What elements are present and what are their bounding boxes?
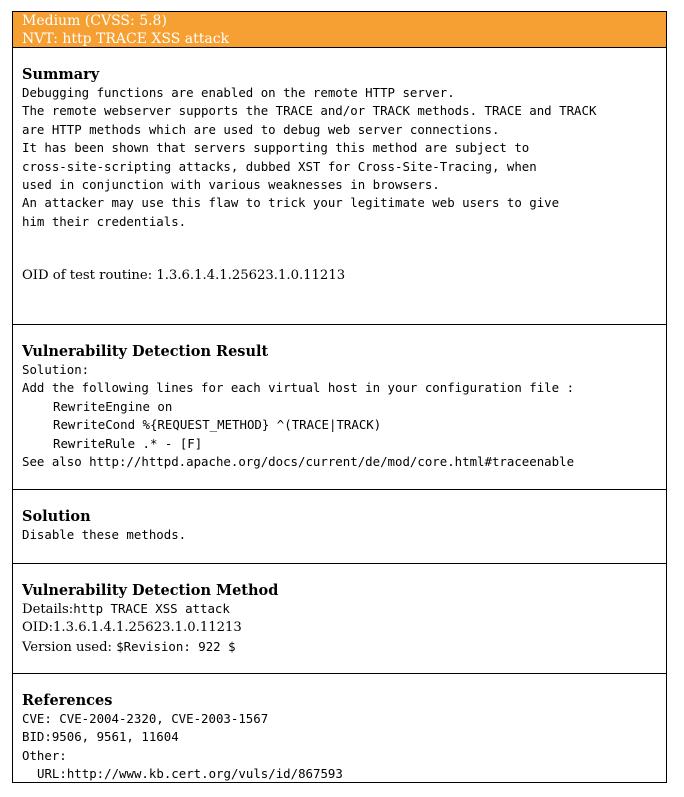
solution-title: Solution <box>22 508 91 525</box>
config-line: RewriteRule .* - [F] <box>53 435 203 451</box>
summary-line: Debugging functions are enabled on the remote HTTP server. <box>22 85 455 100</box>
version-value: $Revision: 922 $ <box>116 638 236 654</box>
summary-line: cross-site-scripting attacks, dubbed XST for Cross-Site-Tracing, when <box>22 158 537 174</box>
method-oid: OID:1.3.6.1.4.1.25623.1.0.11213 <box>22 620 242 636</box>
severity-header <box>13 12 666 48</box>
details-value: http TRACE XSS attack <box>73 601 230 616</box>
summary-title: Summary <box>22 66 100 83</box>
detection-result-line: Add the following lines for each virtual host in your configuration file : <box>22 380 575 396</box>
summary-section <box>13 48 666 324</box>
detection-result-line: Solution: <box>22 362 90 377</box>
reference-url: URL:http://www.kb.cert.org/vuls/id/867593 <box>37 766 343 782</box>
detection-method-title: Vulnerability Detection Method <box>22 582 279 599</box>
other-label: Other: <box>22 747 67 763</box>
detection-result-section <box>13 324 666 489</box>
summary-line: It has been shown that servers supporting this method are subject to <box>22 140 530 156</box>
version-label: Version used: <box>22 639 117 655</box>
summary-line: him their credentials. <box>22 213 187 229</box>
config-line: RewriteCond %{REQUEST_METHOD} ^(TRACE|TRACK) <box>53 417 382 433</box>
nvt-name: NVT: http TRACE XSS attack <box>22 31 230 47</box>
bid-refs: BID:9506, 9561, 11604 <box>22 729 179 745</box>
summary-oid: OID of test routine: 1.3.6.1.4.1.25623.1.0.11213 <box>22 268 346 284</box>
config-line: RewriteEngine on <box>53 398 173 414</box>
solution-text: Disable these methods. <box>22 527 187 542</box>
detection-result-title: Vulnerability Detection Result <box>22 343 269 360</box>
solution-section <box>13 489 666 563</box>
see-also-link: See also http://httpd.apache.org/docs/current/de/mod/core.html#traceenable <box>22 454 575 470</box>
references-section <box>13 673 666 782</box>
summary-line: An attacker may use this flaw to trick your legitimate web users to give <box>22 195 560 211</box>
summary-line: used in conjunction with various weaknesses in browsers. <box>22 177 440 193</box>
cve-refs: CVE: CVE-2004-2320, CVE-2003-1567 <box>22 711 269 726</box>
summary-line: are HTTP methods which are used to debug web server connections. <box>22 121 500 137</box>
detection-method-section <box>13 563 666 673</box>
details-label: Details: <box>22 602 74 617</box>
summary-line: The remote webserver supports the TRACE and/or TRACK methods. TRACE and TRACK <box>22 103 597 119</box>
severity-label: Medium (CVSS: 5.8) <box>22 13 167 29</box>
vulnerability-report <box>12 11 667 783</box>
references-title: References <box>22 692 113 709</box>
